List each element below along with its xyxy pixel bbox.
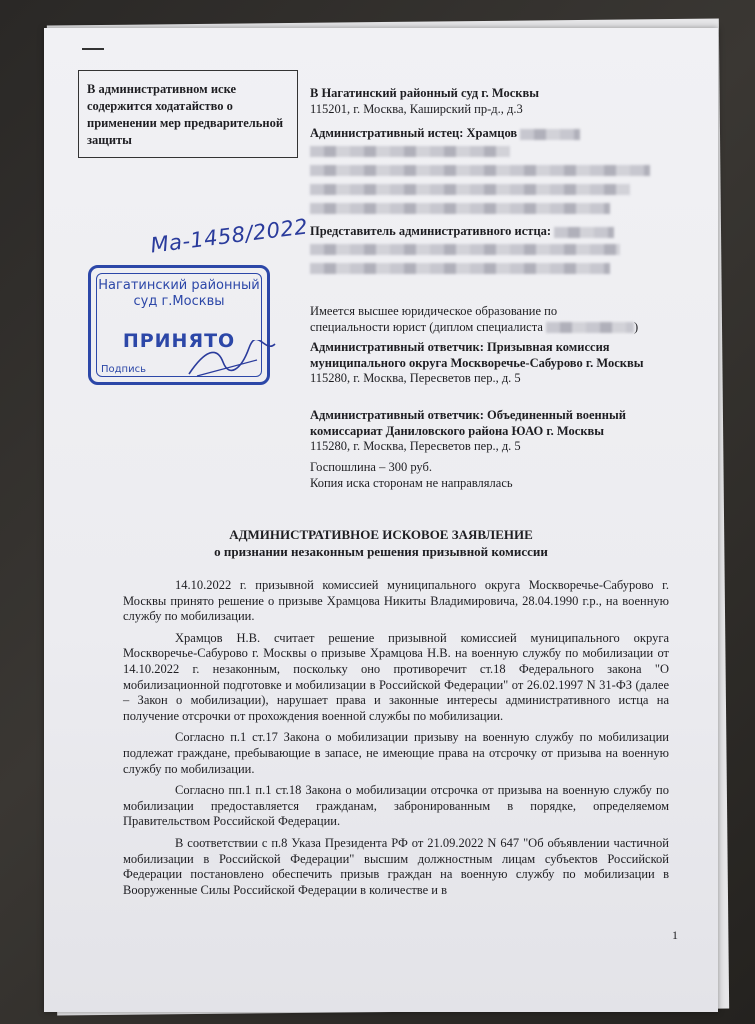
petition-note-text: В административном иске содержится ходатайство о применении мер предварительной защиты	[87, 82, 284, 147]
court-name: В Нагатинский районный суд г. Москвы	[310, 86, 539, 100]
representative-label: Представитель административного истца:	[310, 224, 552, 238]
defendant-1-address: 115280, г. Москва, Пересветов пер., д. 5	[310, 371, 521, 385]
defendant-2-label: Административный ответчик: Объединенный военный комиссариат Даниловского района ЮАО г. Москвы	[310, 408, 626, 438]
handwritten-case-number: Ма-1458/2022	[149, 214, 310, 258]
state-fee: Госпошлина – 300 руб.	[310, 460, 432, 474]
court-block	[310, 86, 690, 117]
redacted-diploma	[546, 322, 634, 333]
defendant-1-label: Административный ответчик: Призывная комиссия муниципального округа Москворечье-Сабурово г. Москвы	[310, 340, 644, 370]
redacted-name	[554, 227, 614, 238]
defendant-2-block	[310, 408, 690, 455]
plaintiff-block	[310, 126, 690, 220]
document-title-block	[44, 526, 718, 560]
stamp-accepted-label: ПРИНЯТО	[122, 330, 236, 352]
education-line-2: специальности юрист (диплом специалиста	[310, 319, 543, 334]
education-tail: )	[634, 319, 639, 334]
body-paragraph: Храмцов Н.В. считает решение призывной комиссией муниципального округа Москворечье-Сабурово г. Москвы о призыве Храмцова Н.В. на военную службу по мобилизации от 14.10.2022 г. незаконным, поскольку оно противоречит ст.18 Федерального закона "О мобилизационной подготовке и мобилизации в Российской Федерации" от 26.02.1997 N 31-ФЗ (далее – Закон о мобилизации), нарушает права и законные интересы административного истца на получение отсрочки от прохождения военной службы по мобилизации.	[123, 630, 669, 723]
defendant-2-address: 115280, г. Москва, Пересветов пер., д. 5	[310, 439, 521, 453]
document-subtitle: о признании незаконным решения призывной комиссии	[214, 544, 548, 559]
body-paragraph: В соответствии с п.8 Указа Президента РФ от 21.09.2022 N 647 "Об объявлении частичной мобилизации в Российской Федерации" высшим должностным лицам субъектов Российской Федерации постановлено обеспечить призыв граждан на военную службу по мобилизации в Вооруженные Силы Российской Федерации в количестве и в	[123, 835, 669, 897]
redacted-line	[310, 184, 630, 195]
document-body	[123, 578, 669, 904]
redacted-line	[310, 165, 650, 176]
document-page	[44, 28, 718, 1012]
body-paragraph: Согласно п.1 ст.17 Закона о мобилизации призыву на военную службу по мобилизации подлежат граждане, пребывающие в запасе, не имеющие права на отсрочку от призыва на военную службу по мобилизации.	[123, 730, 669, 776]
body-paragraph: 14.10.2022 г. призывной комиссией муниципального округа Москворечье-Сабурово г. Москвы принято решение о призыве Храмцова Никиты Владимировича, 28.04.1990 г.р., на военную службу по мобилизации.	[123, 578, 669, 624]
page-number: 1	[672, 928, 678, 942]
redacted-line	[310, 203, 610, 214]
redacted-line	[310, 244, 620, 255]
page-corner-mark	[82, 48, 104, 50]
handwritten-signature	[187, 340, 277, 380]
fee-block	[310, 460, 690, 491]
education-line-1: Имеется высшее юридическое образование по	[310, 304, 558, 318]
education-block	[310, 304, 690, 335]
stamp-signature-label: Подпись	[101, 364, 146, 375]
representative-block	[310, 224, 690, 280]
stamp-court-name: Нагатинский районный суд г.Москвы	[98, 278, 260, 309]
body-paragraph: Согласно пп.1 п.1 ст.18 Закона о мобилизации отсрочка от призыва на военную службу по мобилизации предоставляется гражданам, забронированным в порядке, определяемом Правительством Российской Федерации.	[123, 783, 669, 829]
document-title: АДМИНИСТРАТИВНОЕ ИСКОВОЕ ЗАЯВЛЕНИЕ	[229, 527, 533, 542]
defendant-1-block	[310, 340, 690, 387]
court-accepted-stamp	[88, 265, 270, 385]
redacted-line	[310, 146, 510, 157]
redacted-line	[310, 263, 610, 274]
copy-note: Копия иска сторонам не направлялась	[310, 475, 513, 490]
redacted-surname	[520, 129, 580, 140]
plaintiff-label: Административный истец: Храмцов	[310, 126, 518, 140]
petition-note-box	[78, 70, 298, 158]
court-address: 115201, г. Москва, Каширский пр-д., д.3	[310, 101, 523, 116]
